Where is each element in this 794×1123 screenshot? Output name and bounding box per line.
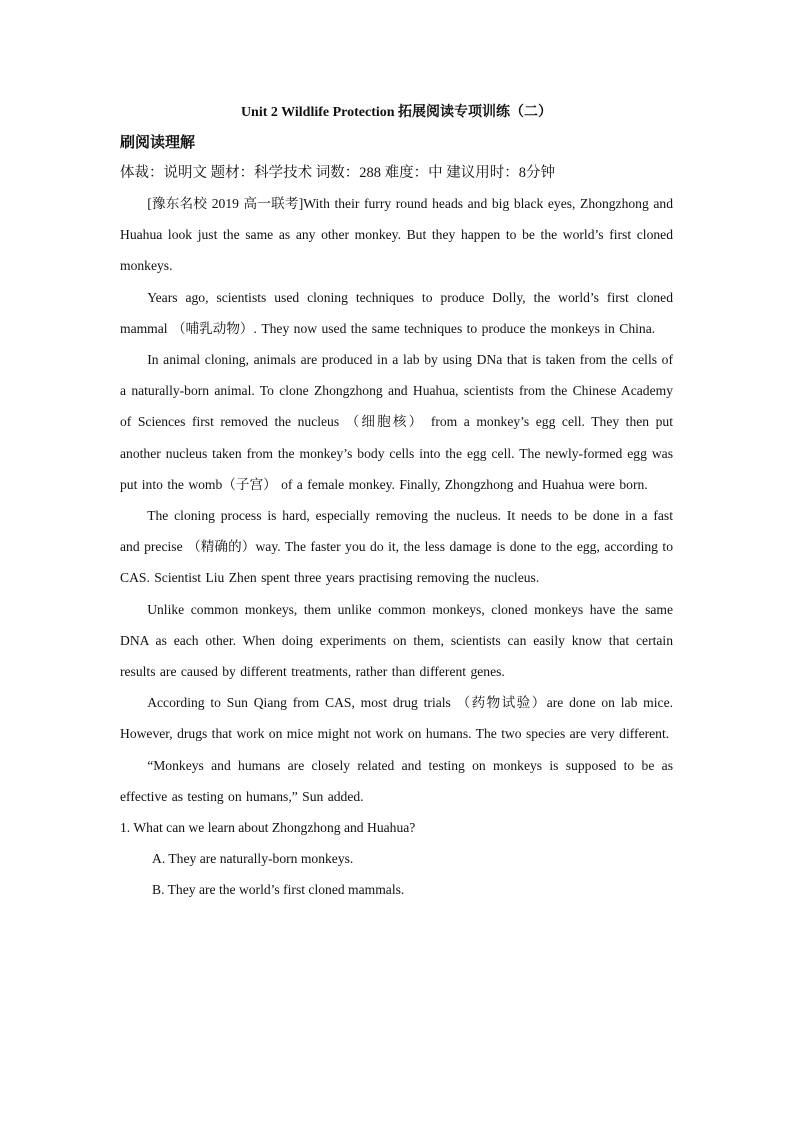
passage [120,188,673,812]
option-b: B. They are the world’s first cloned mammals. [152,882,405,898]
paragraph-4: The cloning process is hard, especially removing the nucleus. It needs to be done in a fast and precise （精确的）way. The faster you do it, the less damage is done to the egg, according to CAS. Scientist Liu Zhen spent three years practising removing the nucleus. [120,508,673,586]
paragraph-6: According to Sun Qiang from CAS, most drug trials （药物试验）are done on lab mice. However, drugs that work on mice might not work on humans. The two species are very different. [120,695,673,742]
option-a: A. They are naturally-born monkeys. [152,851,354,867]
section-label: 刷阅读理解 [120,135,196,151]
paragraph-2: Years ago, scientists used cloning techniques to produce Dolly, the world’s first cloned mammal （哺乳动物）. They now used the same techniques to produce the monkeys in China. [120,289,673,336]
document-title: Unit 2 Wildlife Protection 拓展阅读专项训练（二） [240,105,553,120]
passage-info: 体裁：说明文 题材：科学技术 词数：288 难度：中 建议用时：8分钟 [120,165,555,181]
document-page [120,98,673,906]
paragraph-1: [豫东名校 2019 高一联考]With their furry round heads and big black eyes, Zhongzhong and Huahua look just the same as any other monkey. But they happen to be the world’s first cloned monkeys. [120,196,673,274]
paragraph-5: Unlike common monkeys, them unlike common monkeys, cloned monkeys have the same DNA as each other. When doing experiments on them, scientists can easily know that certain results are caused by different treatments, rather than different genes. [120,601,673,680]
paragraph-7: “Monkeys and humans are closely related and testing on monkeys is supposed to be as effective as testing on humans,” Sun added. [120,757,673,804]
question-stem: 1. What can we learn about Zhongzhong and Huahua? [120,820,416,836]
paragraph-3: In animal cloning, animals are produced in a lab by using DNa that is taken from the cells of a naturally-born animal. To clone Zhongzhong and Huahua, scientists from the Chinese Academy of Sciences first removed the nucleus （细胞核） from a monkey’s egg cell. They then put another nucleus taken from the monkey’s body cells into the egg cell. The newly-formed egg was put into the womb（子宫） of a female monkey. Finally, Zhongzhong and Huahua were born. [120,352,673,492]
question-1 [120,812,673,906]
